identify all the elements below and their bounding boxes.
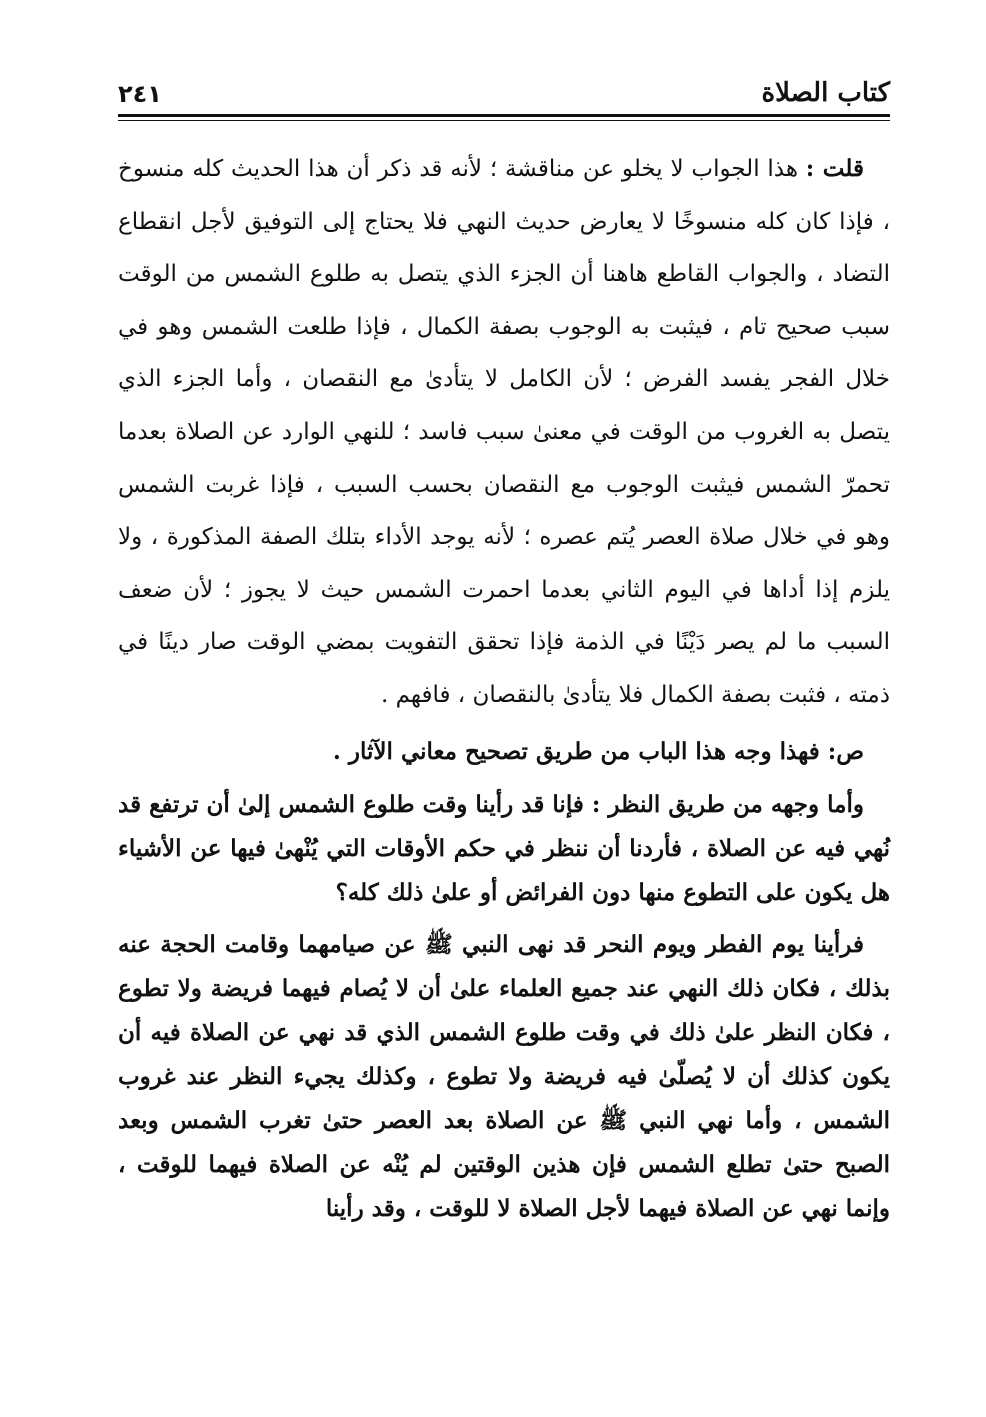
page-body (118, 143, 890, 1231)
book-page (118, 60, 890, 1231)
running-header (118, 60, 890, 108)
text-paragraph-summary: ص: فهذا وجه هذا الباب من طريق تصحيح معاني الآثار . (332, 737, 864, 765)
commentary-text: هذا الجواب لا يخلو عن مناقشة ؛ لأنه قد ذكر أن هذا الحديث كله منسوخ ، فإذا كان كله منسوخًا لا يعارض حديث النهي فلا يحتاج إلى التوفيق لأجل انقطاع التضاد ، والجواب القاطع هاهنا أن الجزء الذي يتصل به طلوع الشمس من الوقت سبب صحيح تام ، فيثبت به الوجوب بصفة الكمال ، فإذا طلعت الشمس وهو في خلال الفجر يفسد الفرض ؛ لأن الكامل لا يتأدىٰ مع النقصان ، وأما الجزء الذي يتصل به الغروب من الوقت في معنىٰ سبب فاسد ؛ للنهي الوارد عن الصلاة بعدما تحمرّ الشمس فيثبت الوجوب مع النقصان بحسب السبب ، فإذا غربت الشمس وهو في خلال صلاة العصر يُتم عصره ؛ لأنه يوجد الأداء بتلك الصفة المذكورة ، ولا يلزم إذا أداها في اليوم الثاني بعدما احمرت الشمس حيث لا يجوز ؛ لأن ضعف السبب ما لم يصر دَيْنًا في الذمة فإذا تحقق التفويت بمضي الوقت صار دينًا في ذمته ، فثبت بصفة الكمال فلا يتأدىٰ بالنقصان ، فافهم . (118, 156, 890, 708)
book-title: كتاب الصلاة (761, 78, 890, 108)
text-paragraph-reasoning: وأما وجهه من طريق النظر : فإنا قد رأينا وقت طلوع الشمس إلىٰ أن ترتفع قد نُهي فيه عن الصلاة ، فأردنا أن ننظر في حكم الأوقات التي يُنْهىٰ فيها عن الأشياء هل يكون على التطوع منها دون الفرائض أو علىٰ ذلك كله؟ (118, 790, 890, 906)
page-number: ٢٤١ (118, 80, 162, 108)
header-rule-thin (118, 120, 890, 121)
commentary-lead: قلت : (805, 155, 864, 182)
commentary-paragraph (118, 143, 890, 722)
text-paragraph-analogy: فرأينا يوم الفطر ويوم النحر قد نهى النبي ﷺ عن صيامهما وقامت الحجة عنه بذلك ، فكان ذلك النهي عند جميع العلماء علىٰ أن لا يُصام فيهما فريضة ولا تطوع ، فكان النظر علىٰ ذلك في وقت طلوع الشمس الذي قد نهي عن الصلاة فيه أن يكون كذلك أن لا يُصلّىٰ فيه فريضة ولا تطوع ، وكذلك يجيء النظر عند غروب الشمس ، وأما نهي النبي ﷺ عن الصلاة بعد العصر حتىٰ تغرب الشمس وبعد الصبح حتىٰ تطلع الشمس فإن هذين الوقتين لم يُنْه عن الصلاة فيهما للوقت ، وإنما نهي عن الصلاة فيهما لأجل الصلاة لا للوقت ، وقد رأينا (118, 930, 890, 1222)
header-rule-thick (118, 114, 890, 117)
